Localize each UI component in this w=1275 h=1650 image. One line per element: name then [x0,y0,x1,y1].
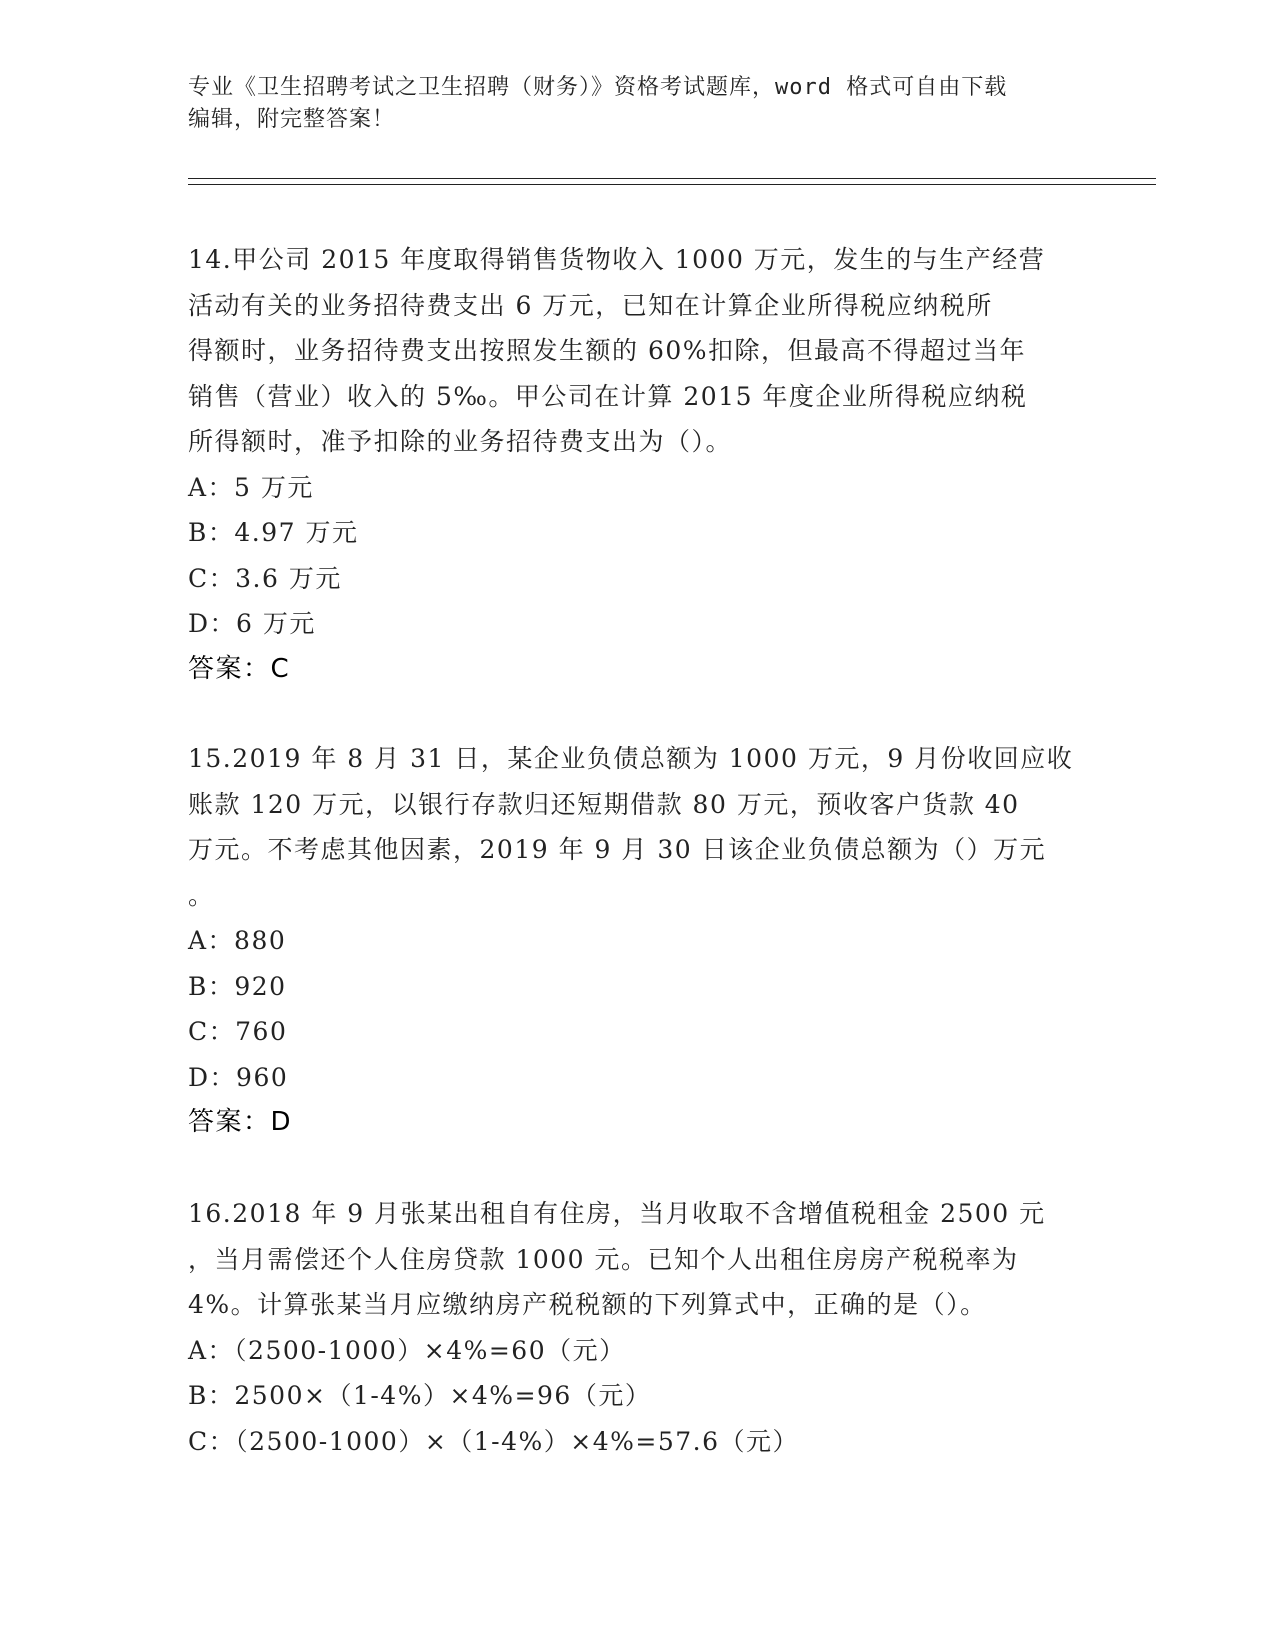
option-b: B：4.97 万元 [188,518,359,547]
question-line: 所得额时，准予扣除的业务招待费支出为（）。 [188,427,733,456]
question-line: 。 [188,880,215,910]
question-15 [188,736,1088,1146]
header-divider-bottom [188,184,1156,185]
question-line: 活动有关的业务招待费支出 6 万元，已知在计算企业所得税应纳税所 [188,290,993,320]
question-line: 得额时，业务招待费支出按照发生额的 60%扣除，但最高不得超过当年 [188,336,1027,365]
question-line: 4%。计算张某当月应缴纳房产税税额的下列算式中，正确的是（）。 [188,1290,987,1319]
option-b: B：920 [188,971,287,1001]
option-a: A：（2500-1000）×4%=60（元） [188,1335,626,1365]
option-a: A：880 [188,926,287,955]
question-line: 15.2019 年 8 月 31 日，某企业负债总额为 1000 万元，9 月份收回应收 [188,744,1074,773]
option-c: C：（2500-1000）×（1-4%）×4%=57.6（元） [188,1426,800,1456]
option-c: C：760 [188,1017,288,1046]
document-header [188,72,1088,136]
answer-label: 答案：C [188,653,291,684]
question-line: ，当月需偿还个人住房贷款 1000 元。已知个人出租住房房产税税率为 [188,1244,1019,1274]
question-line: 万元。不考虑其他因素，2019 年 9 月 30 日该企业负债总额为（）万元 [188,835,1047,864]
option-b: B：2500×（1-4%）×4%=96（元） [188,1381,652,1410]
header-divider-top [188,178,1156,179]
question-line: 16.2018 年 9 月张某出租自有住房，当月收取不含增值税租金 2500 元 [188,1199,1046,1228]
header-line-1: 专业《卫生招聘考试之卫生招聘（财务）》资格考试题库，word 格式可自由下载 [188,75,1008,100]
option-d: D：960 [188,1062,289,1092]
option-a: A：5 万元 [188,472,314,502]
question-16 [188,1191,1088,1464]
answer-label: 答案：D [188,1107,293,1137]
option-d: D：6 万元 [188,609,316,638]
header-line-2: 编辑，附完整答案！ [188,107,396,132]
question-stem [188,237,1088,465]
question-stem [188,736,1088,918]
question-line: 销售（营业）收入的 5‰。甲公司在计算 2015 年度企业所得税应纳税 [188,381,1028,411]
question-line: 账款 120 万元，以银行存款归还短期借款 80 万元，预收客户货款 40 [188,789,1020,819]
question-line: 14.甲公司 2015 年度取得销售货物收入 1000 万元，发生的与生产经营 [188,245,1046,274]
option-c: C：3.6 万元 [188,563,342,593]
question-stem [188,1191,1088,1328]
question-14 [188,237,1088,692]
